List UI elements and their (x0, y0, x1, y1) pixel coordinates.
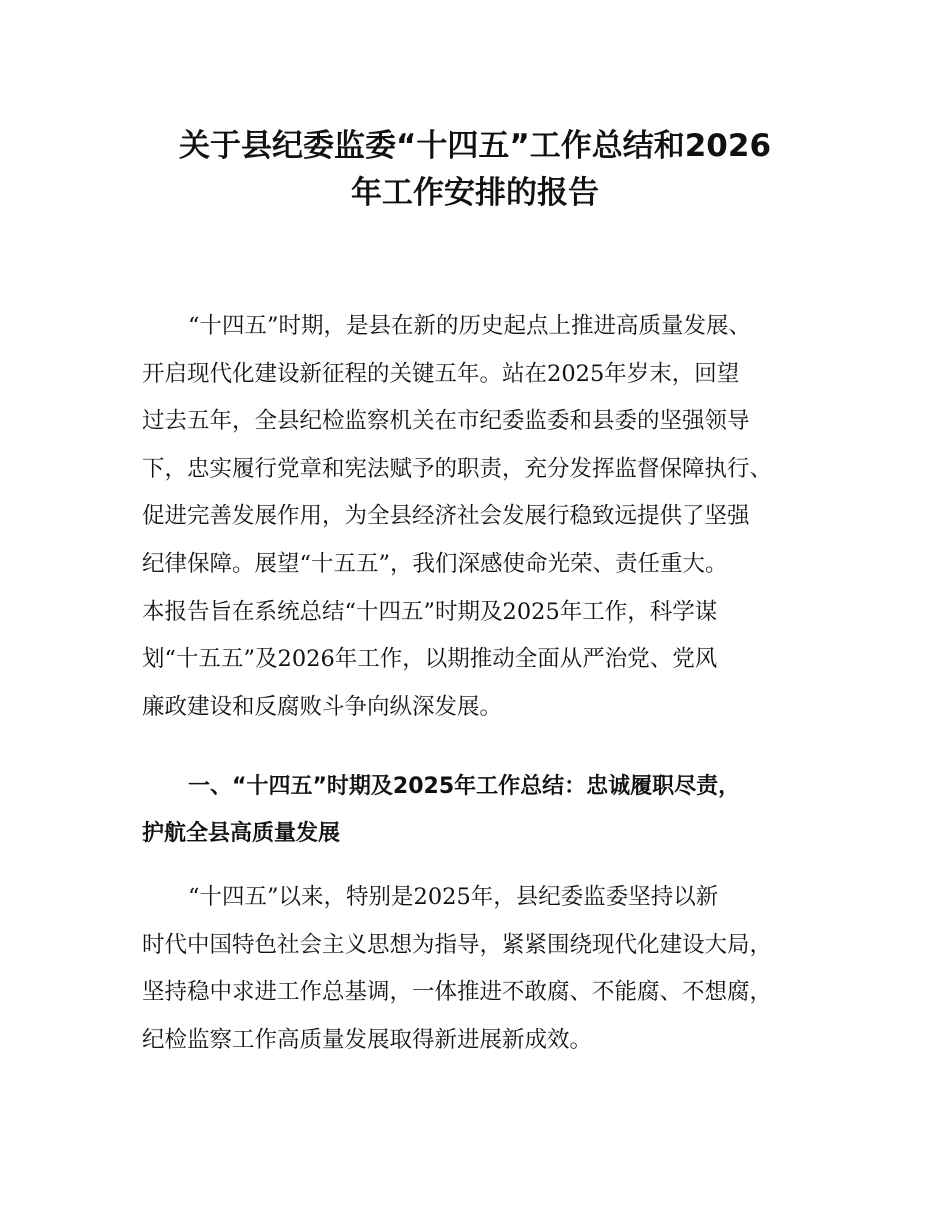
paragraph-line: 纪检监察工作高质量发展取得新进展新成效。 (142, 1027, 593, 1053)
paragraph-line: “十四五”时期，是县在新的历史起点上推进高质量发展、 (188, 313, 752, 339)
paragraph-line: 本报告旨在系统总结“十四五”时期及2025年工作，科学谋 (142, 599, 718, 625)
paragraph-line: 时代中国特色社会主义思想为指导，紧紧围绕现代化建设大局， (142, 932, 773, 958)
paragraph-line: 划“十五五”及2026年工作，以期推动全面从严治党、党风 (142, 646, 718, 672)
paragraph-line: “十四五”以来，特别是2025年，县纪委监委坚持以新 (188, 884, 719, 910)
section-heading-line: 护航全县高质量发展 (142, 821, 341, 846)
paragraph-line: 纪律保障。展望“十五五”，我们深感使命光荣、责任重大。 (142, 551, 728, 577)
paragraph-line: 开启现代化建设新征程的关键五年。站在2025年岁末，回望 (142, 361, 740, 387)
paragraph-line: 坚持稳中求进工作总基调，一体推进不敢腐、不能腐、不想腐， (142, 979, 773, 1005)
section-heading-line: 一、“十四五”时期及2025年工作总结：忠诚履职尽责， (188, 774, 741, 799)
document-title-line-2: 年工作安排的报告 (351, 175, 599, 211)
paragraph-line: 廉政建设和反腐败斗争向纵深发展。 (142, 694, 503, 720)
document-title-line-1: 关于县纪委监委“十四五”工作总结和2026 (178, 128, 772, 164)
paragraph-line: 过去五年，全县纪检监察机关在市纪委监委和县委的坚强领导 (142, 408, 750, 434)
paragraph-line: 下，忠实履行党章和宪法赋予的职责，充分发挥监督保障执行、 (142, 456, 773, 482)
paragraph-line: 促进完善发展作用，为全县经济社会发展行稳致远提供了坚强 (142, 503, 750, 529)
